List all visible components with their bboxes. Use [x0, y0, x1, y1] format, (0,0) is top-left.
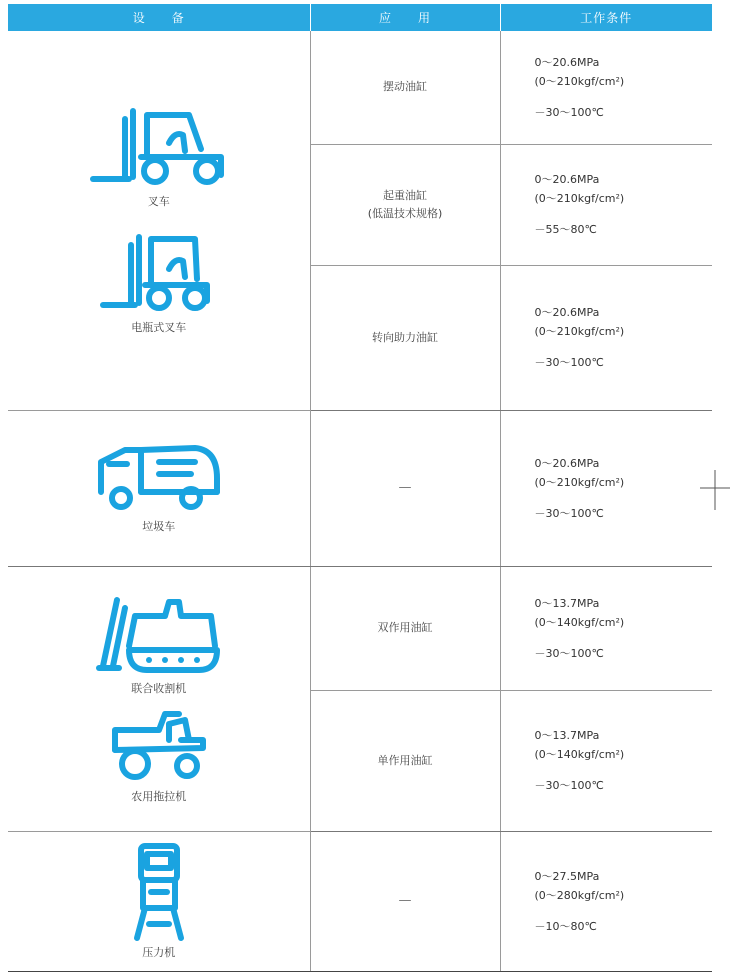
application-cell	[310, 831, 500, 971]
conditions-cell	[500, 265, 712, 410]
equipment-label-press: 压力机	[142, 946, 176, 959]
table-row	[8, 410, 712, 566]
press-machine-icon	[129, 842, 189, 942]
table-row	[8, 831, 712, 971]
application-text: 双作用油缸	[377, 621, 433, 634]
temperature-range: －30～100℃	[534, 506, 604, 520]
header-equipment: 设 备	[8, 4, 310, 31]
table-header-row	[8, 4, 712, 31]
temperature-range: －30～100℃	[534, 779, 604, 792]
application-text: —	[398, 480, 412, 495]
equipment-cell-garbage-truck	[8, 410, 310, 566]
equipment-forklift	[8, 105, 310, 209]
conditions-cell	[500, 31, 712, 144]
application-cell	[310, 265, 500, 410]
application-text: —	[398, 893, 412, 908]
temperature-range: －30～100℃	[534, 105, 604, 119]
application-text: 起重油缸	[383, 188, 427, 202]
conditions-cell	[500, 410, 712, 566]
conditions-cell	[500, 566, 712, 690]
pressure-mpa: 0～27.5MPa	[534, 869, 600, 883]
pressure-kgf: (0～280kgf/cm²)	[534, 888, 625, 902]
application-text: 摆动油缸	[383, 80, 427, 94]
equipment-combine-harvester	[8, 594, 310, 696]
equipment-cell-agriculture	[8, 566, 310, 831]
table-row	[8, 31, 712, 144]
pressure-mpa: 0～13.7MPa	[534, 729, 600, 742]
pressure-kgf: (0～210kgf/cm²)	[534, 325, 625, 338]
equipment-cell-press	[8, 831, 310, 971]
application-text: 单作用油缸	[377, 753, 433, 767]
conditions-cell	[500, 144, 712, 265]
electric-forklift-icon	[99, 231, 219, 313]
equipment-spec-table	[8, 4, 712, 972]
temperature-range: －30～100℃	[534, 356, 604, 369]
application-cell	[310, 690, 500, 831]
pressure-mpa: 0～20.6MPa	[534, 306, 600, 319]
pressure-kgf: (0～210kgf/cm²)	[534, 74, 625, 88]
equipment-label-combine-harvester: 联合收割机	[131, 681, 187, 695]
application-text: 转向助力油缸	[372, 330, 438, 344]
application-cell	[310, 410, 500, 566]
combine-harvester-icon	[95, 594, 223, 674]
equipment-press	[8, 842, 310, 960]
equipment-label-garbage-truck: 垃圾车	[142, 520, 176, 533]
pressure-mpa: 0～13.7MPa	[534, 596, 600, 610]
registration-mark	[700, 470, 730, 510]
garbage-truck-icon	[95, 442, 223, 512]
pressure-mpa: 0～20.6MPa	[534, 173, 600, 186]
table-row	[8, 566, 712, 690]
conditions-cell	[500, 831, 712, 971]
forklift-icon	[89, 105, 229, 187]
conditions-cell	[500, 690, 712, 831]
equipment-garbage-truck	[8, 442, 310, 534]
temperature-range: －10～80℃	[534, 919, 597, 933]
application-cell	[310, 31, 500, 144]
tractor-icon	[109, 710, 209, 782]
pressure-kgf: (0～140kgf/cm²)	[534, 615, 625, 629]
equipment-label-electric-forklift: 电瓶式叉车	[131, 321, 187, 335]
pressure-kgf: (0～210kgf/cm²)	[534, 475, 625, 489]
application-cell	[310, 144, 500, 265]
application-cell	[310, 566, 500, 690]
equipment-label-forklift: 叉车	[147, 195, 170, 209]
header-conditions: 工作条件	[500, 4, 712, 31]
pressure-kgf: (0～210kgf/cm²)	[534, 192, 625, 205]
pressure-kgf: (0～140kgf/cm²)	[534, 748, 625, 761]
pressure-mpa: 0～20.6MPa	[534, 456, 600, 470]
equipment-tractor	[8, 710, 310, 804]
equipment-cell-forklifts	[8, 31, 310, 410]
equipment-label-tractor: 农用拖拉机	[131, 789, 187, 803]
application-subtext: (低温技术规格)	[367, 206, 443, 220]
header-application: 应 用	[310, 4, 500, 31]
temperature-range: －30～100℃	[534, 646, 604, 660]
equipment-electric-forklift	[8, 231, 310, 335]
pressure-mpa: 0～20.6MPa	[534, 55, 600, 69]
temperature-range: －55～80℃	[534, 223, 597, 236]
